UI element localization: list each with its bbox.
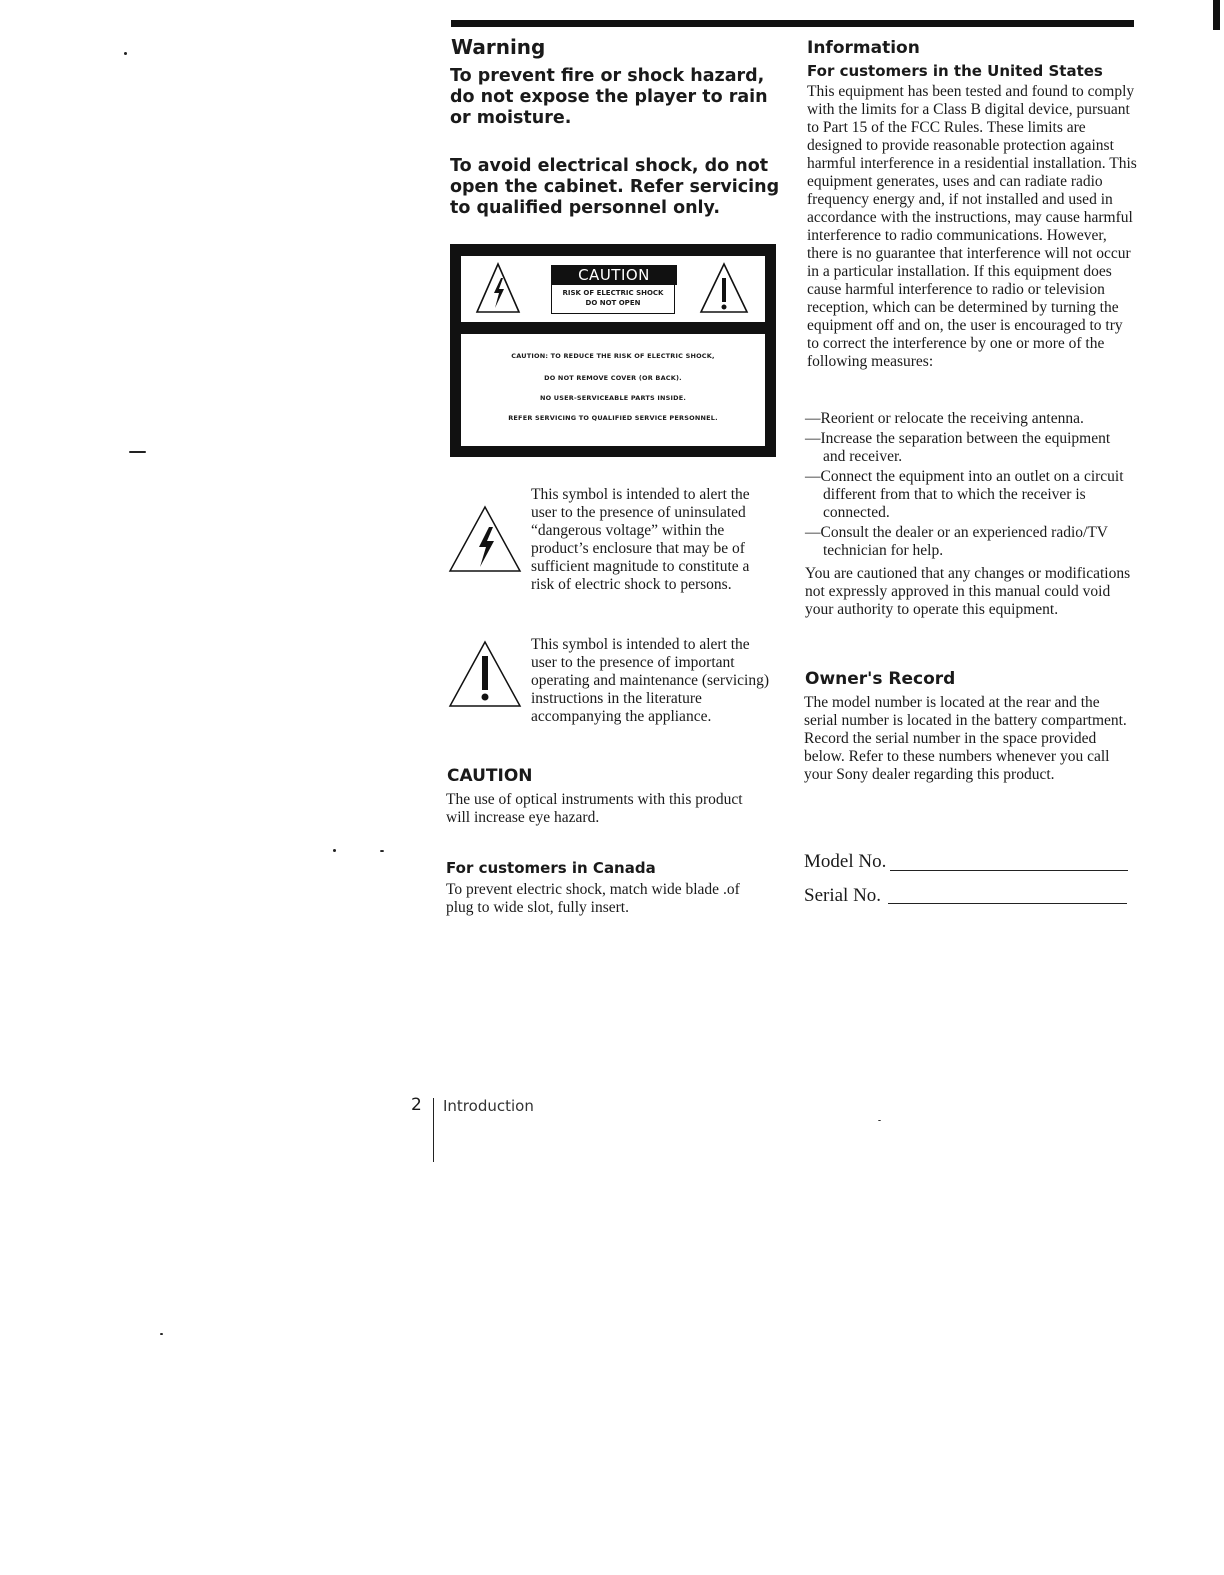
top-rule — [451, 20, 1134, 27]
do-not-open-text: DO NOT OPEN — [585, 299, 641, 307]
owners-record-instructions: Record the serial number in the space provided below. Refer to these numbers whenever you call your Sony dealer regarding this product. — [804, 730, 1110, 783]
label-line: CAUTION: TO REDUCE THE RISK OF ELECTRIC SHOCK, — [511, 352, 715, 360]
serial-number-field[interactable] — [888, 903, 1127, 904]
model-number-field[interactable] — [890, 870, 1128, 871]
caution-banner: CAUTION — [551, 265, 677, 285]
label-line: DO NOT REMOVE COVER (OR BACK). — [544, 374, 682, 382]
warning-fire-shock: To prevent fire or shock hazard, do not expose the player to rain or moisture. — [450, 66, 768, 128]
footer-section-title: Introduction — [443, 1097, 534, 1115]
footer-rule — [433, 1098, 434, 1162]
edge-mark — [1213, 0, 1220, 30]
list-item: —Reorient or relocate the receiving antenna. — [805, 410, 1084, 427]
lightning-triangle-icon — [475, 262, 521, 314]
scan-speck — [124, 52, 127, 55]
caution-body: The use of optical instruments with this product will increase eye hazard. — [446, 791, 743, 826]
symbol-voltage-description: This symbol is intended to alert the user to the presence of uninsulated “dangerous voltage” within the product’s enclosure that may be of sufficient magnitude to constitute a risk of electric shock to persons. — [531, 486, 750, 593]
us-customers-heading: For customers in the United States — [807, 62, 1103, 80]
exclamation-triangle-icon — [699, 262, 749, 314]
information-heading: Information — [807, 38, 920, 58]
modification-caution: You are cautioned that any changes or modifications not expressly approved in this manual could void your authority to operate this equipment. — [805, 565, 1131, 618]
caution-sub-text — [551, 285, 675, 314]
owners-record-heading: Owner's Record — [805, 669, 956, 689]
list-item: —Connect the equipment into an outlet on a circuit different from that to which the receiver is connected. — [805, 468, 1124, 521]
model-number-label: Model No. — [804, 851, 887, 872]
label-line: NO USER-SERVICEABLE PARTS INSIDE. — [539, 394, 687, 402]
serial-number-label: Serial No. — [804, 885, 882, 906]
canada-heading: For customers in Canada — [446, 859, 656, 877]
caution-label-bottom-panel — [461, 334, 765, 446]
fcc-statement: This equipment has been tested and found to comply with the limits for a Class B digital device, pursuant to Part 15 of the FCC Rules. These limits are designed to provide reasonable protection against harmful interference in a residential installation. This equipment generates, uses and can radiate radio frequency energy and, if not installed and used in accordance with the instructions, may cause harmful interference to radio communications. However, there is no guarantee that interference will not occur in a particular installation. If this equipment does cause harmful interference to radio or television reception, which can be determined by turning the equipment off and on, the user is encouraged to try to correct the interference by one or more of the following measures: — [807, 83, 1137, 370]
scan-speck — [380, 850, 384, 852]
page-number: 2 — [411, 1095, 422, 1115]
scan-speck — [160, 1333, 163, 1335]
warning-heading: Warning — [451, 35, 546, 59]
caution-heading: CAUTION — [447, 766, 533, 786]
symbol-instructions-description: This symbol is intended to alert the user to the presence of important operating and maintenance (servicing) instructions in the literature accompanying the appliance. — [531, 636, 769, 725]
owners-record-location: The model number is located at the rear and the serial number is located in the battery compartment. — [804, 694, 1127, 729]
scan-speck — [878, 1120, 881, 1121]
exclamation-triangle-icon — [448, 640, 522, 708]
owners-record-body — [804, 694, 1134, 784]
list-item: —Increase the separation between the equipment and receiver. — [805, 430, 1111, 465]
scan-speck — [129, 451, 146, 453]
label-line: REFER SERVICING TO QUALIFIED SERVICE PERSONNEL. — [508, 414, 718, 422]
canada-body: To prevent electric shock, match wide blade .of plug to wide slot, fully insert. — [446, 881, 740, 916]
risk-shock-text: RISK OF ELECTRIC SHOCK — [562, 289, 664, 297]
warning-open-cabinet: To avoid electrical shock, do not open the cabinet. Refer servicing to qualified personnel only. — [450, 156, 780, 218]
measures-list — [805, 410, 1135, 562]
list-item: —Consult the dealer or an experienced radio/TV technician for help. — [805, 524, 1108, 559]
scan-speck — [333, 849, 336, 852]
lightning-triangle-icon — [448, 505, 522, 573]
